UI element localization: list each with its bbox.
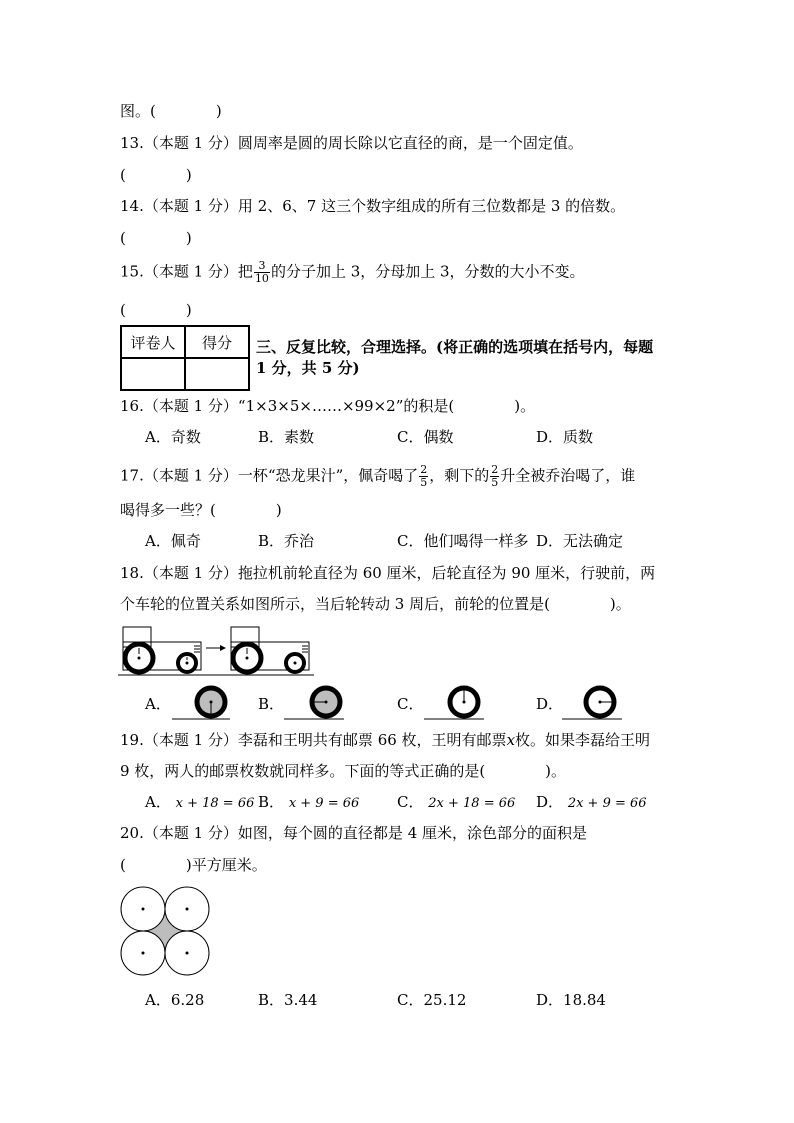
q15-fraction xyxy=(254,260,270,285)
q19-option-a[interactable] xyxy=(145,792,254,814)
q17-option-c[interactable]: C．他们喝得一样多 xyxy=(397,532,529,550)
q15-stem xyxy=(120,260,585,285)
q17-stem xyxy=(120,464,635,489)
q17-stem-pre: 17.（本题 1 分）一杯“恐龙果汁”，佩奇喝了 xyxy=(120,466,419,485)
q19-option-d-label: D． xyxy=(536,793,564,811)
q17-fraction-1-denominator: 5 xyxy=(420,476,428,489)
q17-fraction-1-numerator: 2 xyxy=(420,463,428,476)
q18-option-d-wheel-icon[interactable] xyxy=(562,684,622,722)
tractor-diagram xyxy=(118,624,314,678)
q16-stem: 16.（本题 1 分）“1×3×5×……×99×2”的积是( )。 xyxy=(120,397,536,415)
q13-stem: 13.（本题 1 分）圆周率是圆的周长除以它直径的商，是一个固定值。 xyxy=(120,134,583,152)
four-circles-diagram xyxy=(118,884,214,980)
q18-option-d-label[interactable]: D． xyxy=(536,695,564,713)
q20-option-a[interactable]: A．6.28 xyxy=(145,991,205,1009)
section-3-heading-line1: 三、反复比较，合理选择。(将正确的选项填在括号内，每题 xyxy=(256,338,654,356)
q14-answer-blank: ( ) xyxy=(120,229,192,247)
q19-stem-line2: 9 枚，两人的邮票枚数就同样多。下面的等式正确的是( )。 xyxy=(120,762,567,780)
q19-stem-post: 枚。如果李磊给王明 xyxy=(515,731,651,749)
score-cell[interactable] xyxy=(185,358,249,390)
q17-stem-mid: ，剩下的 xyxy=(429,466,490,485)
q19-option-b-equation: x + 9 = 66 xyxy=(288,796,360,811)
q17-option-b[interactable]: B．乔治 xyxy=(258,532,315,550)
q16-option-d[interactable]: D．质数 xyxy=(536,428,594,446)
q16-option-b[interactable]: B．素数 xyxy=(258,428,315,446)
q18-option-a-wheel-icon[interactable] xyxy=(172,684,230,722)
q19-option-a-label: A． xyxy=(145,793,171,811)
q19-option-b[interactable] xyxy=(258,792,359,814)
q18-stem-line2: 个车轮的位置关系如图所示，当后轮转动 3 周后，前轮的位置是( )。 xyxy=(120,595,631,613)
grading-table xyxy=(120,325,250,391)
grader-cell[interactable] xyxy=(121,358,185,390)
q15-fraction-numerator: 3 xyxy=(254,260,270,273)
q19-variable: x xyxy=(506,731,516,749)
q15-stem-post: 的分子加上 3，分母加上 3，分数的大小不变。 xyxy=(270,262,585,281)
section-3-heading xyxy=(256,337,686,379)
q17-fraction-2 xyxy=(490,464,499,489)
q19-option-d-equation: 2x + 9 = 66 xyxy=(567,796,647,811)
q19-option-c[interactable] xyxy=(397,792,515,814)
q20-option-d[interactable]: D．18.84 xyxy=(536,991,606,1009)
q17-option-a[interactable]: A．佩奇 xyxy=(145,532,201,550)
q19-stem xyxy=(120,730,650,750)
q18-option-b-wheel-icon[interactable] xyxy=(284,684,344,722)
q12-tail: 图。( ) xyxy=(120,102,222,120)
q14-stem: 14.（本题 1 分）用 2、6、7 这三个数字组成的所有三位数都是 3 的倍数。 xyxy=(120,197,626,215)
q13-answer-blank: ( ) xyxy=(120,166,192,184)
q18-stem: 18.（本题 1 分）拖拉机前轮直径为 60 厘米，后轮直径为 90 厘米，行驶前，两 xyxy=(120,564,656,582)
q18-option-c-wheel-icon[interactable] xyxy=(424,684,484,722)
q17-fraction-1 xyxy=(419,464,428,489)
shaded-region xyxy=(143,909,187,953)
q17-stem-line2: 喝得多一些？( ) xyxy=(120,501,282,519)
q19-option-d[interactable] xyxy=(536,792,647,814)
grader-header: 评卷人 xyxy=(121,326,185,358)
q17-fraction-2-numerator: 2 xyxy=(491,463,499,476)
q17-fraction-2-denominator: 5 xyxy=(491,476,499,489)
q20-option-c[interactable]: C．25.12 xyxy=(397,991,467,1009)
q19-option-c-label: C． xyxy=(397,793,424,811)
q19-option-a-equation: x + 18 = 66 xyxy=(175,796,255,811)
score-header: 得分 xyxy=(185,326,249,358)
section-3-heading-line2: 1 分，共 5 分) xyxy=(256,359,360,377)
q20-option-b[interactable]: B．3.44 xyxy=(258,991,318,1009)
q18-option-c-label[interactable]: C． xyxy=(397,695,424,713)
q16-option-a[interactable]: A．奇数 xyxy=(145,428,201,446)
q20-stem: 20.（本题 1 分）如图，每个圆的直径都是 4 厘米，涂色部分的面积是 xyxy=(120,824,588,842)
q15-stem-pre: 15.（本题 1 分）把 xyxy=(120,262,253,281)
q18-option-a-label[interactable]: A． xyxy=(145,695,171,713)
q17-stem-post: 升全被乔治喝了，谁 xyxy=(500,466,636,485)
q20-stem-line2: ( )平方厘米。 xyxy=(120,856,267,874)
q19-option-b-label: B． xyxy=(258,793,285,811)
q17-option-d[interactable]: D．无法确定 xyxy=(536,532,624,550)
q19-option-c-equation: 2x + 18 = 66 xyxy=(428,796,516,811)
q18-option-b-label[interactable]: B． xyxy=(258,695,285,713)
q16-option-c[interactable]: C．偶数 xyxy=(397,428,454,446)
q15-answer-blank: ( ) xyxy=(120,301,192,319)
q19-stem-pre: 19.（本题 1 分）李磊和王明共有邮票 66 枚，王明有邮票 xyxy=(120,731,507,749)
q15-fraction-denominator: 10 xyxy=(254,272,269,285)
